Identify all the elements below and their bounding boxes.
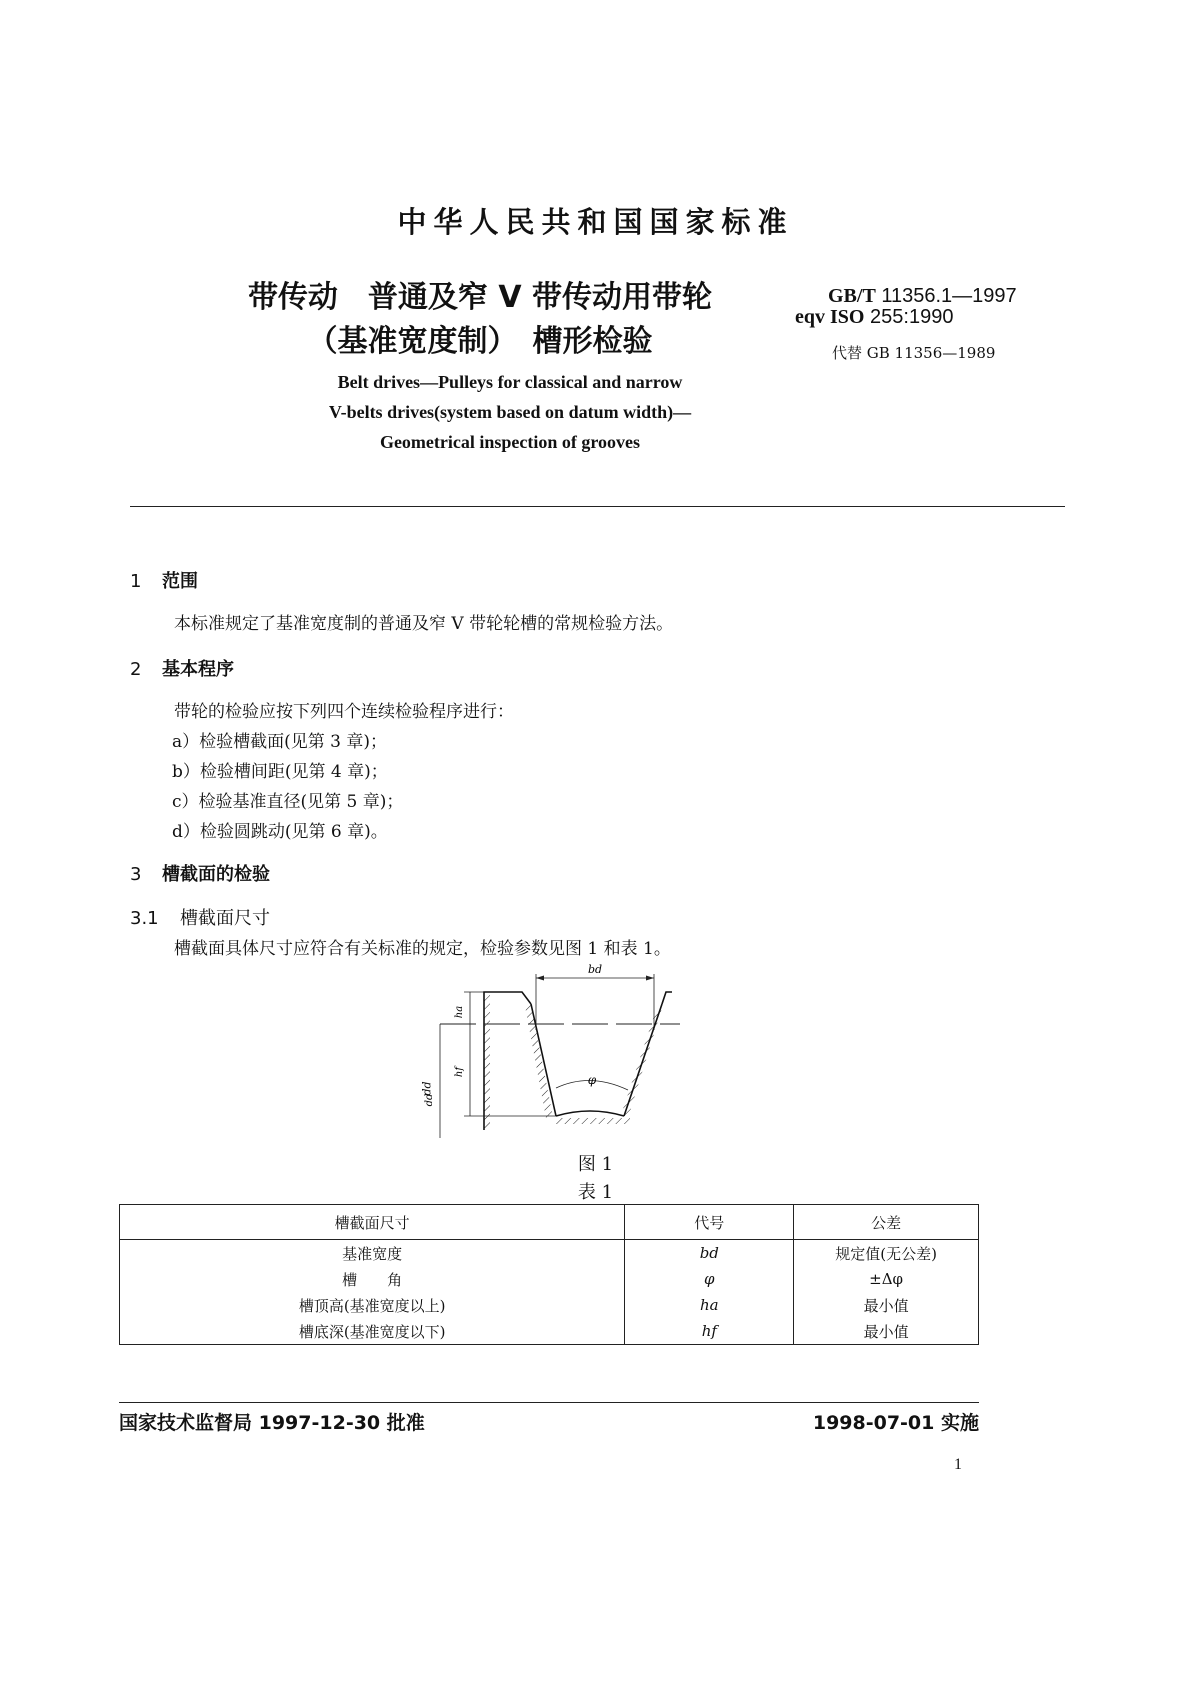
groove-profile-figure bbox=[424, 960, 740, 1160]
hatch-left-wall bbox=[484, 992, 490, 1128]
table-cell: 最小值 bbox=[863, 1322, 909, 1341]
list-item: d）检验圆跳动(见第 6 章)。 bbox=[172, 822, 388, 842]
pulley-outline-right bbox=[662, 992, 672, 1004]
section-3-heading: 3 槽截面的检验 bbox=[130, 864, 270, 885]
title-en-line2: V-belts drives(system based on datum width)— bbox=[328, 402, 692, 422]
approval-line: 国家技术监督局 1997-12-30 批准 bbox=[119, 1412, 425, 1434]
dd-label-overlay: dd bbox=[420, 1081, 434, 1096]
eqv-number: eqv ISO 255:1990 bbox=[795, 306, 954, 328]
table-cell: 规定值(无公差) bbox=[835, 1244, 937, 1263]
footer-divider bbox=[119, 1402, 979, 1403]
table-cell: φ bbox=[625, 1266, 794, 1292]
dd-label: dd bbox=[424, 1093, 435, 1107]
replaces-note: 代替 GB 11356—1989 bbox=[832, 344, 996, 362]
table-row bbox=[120, 1240, 979, 1267]
table-cell: 槽顶高(基准宽度以上) bbox=[120, 1292, 625, 1318]
psi-label: φ bbox=[587, 1073, 597, 1087]
table-cell: 槽底深(基准宽度以下) bbox=[120, 1318, 625, 1345]
table-header-cell: 槽截面尺寸 bbox=[120, 1205, 625, 1240]
section-1-heading: 1 范围 bbox=[130, 571, 198, 592]
bd-label: bd bbox=[587, 963, 603, 976]
table-row bbox=[120, 1292, 979, 1318]
table-cell: ha bbox=[625, 1292, 794, 1318]
table-row bbox=[120, 1266, 979, 1292]
arrow-icon bbox=[646, 976, 654, 981]
title-cn-line2: （基准宽度制） 槽形检验 bbox=[307, 324, 653, 359]
list-item: c）检验基准直径(见第 5 章)； bbox=[172, 792, 404, 812]
hatch-groove-bottom bbox=[552, 1118, 630, 1124]
title-en-line3: Geometrical inspection of grooves bbox=[379, 432, 641, 452]
page-number: 1 bbox=[954, 1456, 962, 1473]
table-cell: hf bbox=[625, 1318, 794, 1345]
table-header-cell: 代号 bbox=[625, 1205, 794, 1240]
hf-label: hf bbox=[454, 1066, 465, 1078]
title-divider bbox=[130, 506, 1065, 507]
table-cell: 槽 角 bbox=[120, 1266, 625, 1292]
section-2-intro: 带轮的检验应按下列四个连续检验程序进行： bbox=[174, 702, 514, 722]
standard-number: GB/T 11356.1—1997 bbox=[828, 285, 1017, 307]
list-item: b）检验槽间距(见第 4 章)； bbox=[172, 762, 388, 782]
table-cell: bd bbox=[625, 1240, 794, 1267]
subsection-3-1-heading: 3.1 槽截面尺寸 bbox=[130, 908, 270, 929]
table-header-row bbox=[120, 1205, 979, 1240]
section-1-text: 本标准规定了基准宽度制的普通及窄 V 带轮轮槽的常规检验方法。 bbox=[174, 614, 674, 634]
ha-label: ha bbox=[454, 1005, 465, 1019]
table-cell: 基准宽度 bbox=[120, 1240, 625, 1267]
groove-right-flank bbox=[624, 1004, 662, 1116]
effective-date: 1998-07-01 实施 bbox=[812, 1412, 979, 1434]
list-item: a）检验槽截面(见第 3 章)； bbox=[172, 732, 388, 752]
title-cn-line1: 带传动 普通及窄 V 带传动用带轮 bbox=[247, 280, 713, 315]
subsection-3-1-text: 槽截面具体尺寸应符合有关标准的规定，检验参数见图 1 和表 1。 bbox=[174, 939, 671, 959]
groove-bottom bbox=[556, 1111, 624, 1116]
arrow-icon bbox=[536, 976, 544, 981]
section-2-heading: 2 基本程序 bbox=[130, 659, 234, 680]
figure-caption: 图 1 bbox=[577, 1154, 614, 1175]
table-cell: ±Δφ bbox=[869, 1270, 904, 1288]
table-caption: 表 1 bbox=[577, 1182, 614, 1203]
table-1 bbox=[119, 1204, 979, 1345]
table-header-cell: 公差 bbox=[794, 1205, 979, 1240]
hatch-left-flank bbox=[525, 1004, 552, 1118]
pulley-outline-left bbox=[484, 992, 531, 1130]
national-standard-header: 中华人民共和国国家标准 bbox=[397, 205, 794, 239]
table-row bbox=[120, 1318, 979, 1345]
title-en-line1: Belt drives—Pulleys for classical and narrow bbox=[337, 372, 683, 392]
table-cell: 最小值 bbox=[863, 1296, 909, 1315]
